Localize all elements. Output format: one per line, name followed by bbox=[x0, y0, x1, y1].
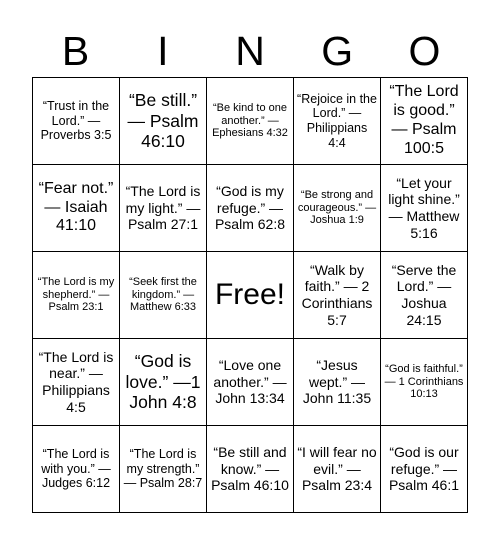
bingo-cell-r3c4[interactable] bbox=[294, 252, 381, 339]
cell-text: “God is our refuge.” — Psalm 46:1 bbox=[388, 444, 460, 494]
bingo-cell-r1c1[interactable] bbox=[33, 78, 120, 165]
bingo-cell-r5c1[interactable] bbox=[33, 426, 120, 513]
cell-text: “Rejoice in the Lord.” — Philippians 4:4 bbox=[297, 91, 377, 150]
cell-text: “Let your light shine.” — Matthew 5:16 bbox=[388, 174, 460, 241]
cell-text: “Trust in the Lord.” — Proverbs 3:5 bbox=[40, 98, 112, 143]
bingo-cell-r1c4[interactable] bbox=[294, 78, 381, 165]
bingo-cell-r3c2[interactable] bbox=[120, 252, 207, 339]
bingo-header bbox=[32, 25, 468, 77]
header-letter-g: G bbox=[321, 27, 354, 74]
header-letter-i: I bbox=[157, 27, 169, 74]
bingo-cell-r2c2[interactable] bbox=[120, 165, 207, 252]
bingo-cell-r5c2[interactable] bbox=[120, 426, 207, 513]
bingo-cell-r2c4[interactable] bbox=[294, 165, 381, 252]
cell-text: “Fear not.” — Isaiah 41:10 bbox=[38, 179, 114, 235]
cell-text: “The Lord is near.” — Philippians 4:5 bbox=[38, 348, 114, 415]
cell-text: “God is my refuge.” — Psalm 62:8 bbox=[214, 183, 286, 233]
cell-text: “Be still.” — Psalm 46:10 bbox=[127, 90, 199, 152]
cell-text: “God is faithful.” — 1 Corinthians 10:13 bbox=[384, 362, 464, 401]
cell-text: “Be still and know.” — Psalm 46:10 bbox=[211, 444, 289, 494]
cell-text: “Be kind to one another.” — Ephesians 4:32 bbox=[212, 101, 288, 140]
header-letter-b: B bbox=[61, 27, 90, 74]
bingo-cell-r4c1[interactable] bbox=[33, 339, 120, 426]
bingo-board bbox=[32, 77, 468, 513]
free-space-text: Free! bbox=[214, 278, 286, 312]
cell-text: “I will fear no evil.” — Psalm 23:4 bbox=[297, 444, 377, 494]
bingo-cell-r4c3[interactable] bbox=[207, 339, 294, 426]
cell-text: “Seek first the kingdom.” — Matthew 6:33 bbox=[129, 275, 197, 314]
cell-text: “Jesus wept.” — John 11:35 bbox=[302, 357, 372, 407]
bingo-cell-r5c4[interactable] bbox=[294, 426, 381, 513]
cell-text: “The Lord is my shepherd.” — Psalm 23:1 bbox=[37, 275, 115, 314]
header-letter-n: N bbox=[235, 27, 265, 74]
bingo-cell-r3c1[interactable] bbox=[33, 252, 120, 339]
bingo-cell-r4c2[interactable] bbox=[120, 339, 207, 426]
cell-text: “The Lord is with you.” — Judges 6:12 bbox=[41, 446, 111, 491]
bingo-cell-r1c3[interactable] bbox=[207, 78, 294, 165]
header-letter-o: O bbox=[408, 27, 441, 74]
cell-text: “The Lord is my light.” — Psalm 27:1 bbox=[125, 183, 201, 233]
bingo-cell-r3c5[interactable] bbox=[381, 252, 468, 339]
cell-text: “The Lord is my strength.” — Psalm 28:7 bbox=[123, 446, 203, 491]
bingo-cell-r4c4[interactable] bbox=[294, 339, 381, 426]
cell-text: “The Lord is good.” — Psalm 100:5 bbox=[389, 83, 459, 157]
bingo-cell-r2c5[interactable] bbox=[381, 165, 468, 252]
cell-text: “Be strong and courageous.” — Joshua 1:9 bbox=[297, 188, 377, 227]
bingo-cell-r5c3[interactable] bbox=[207, 426, 294, 513]
bingo-cell-r4c5[interactable] bbox=[381, 339, 468, 426]
bingo-cell-r1c2[interactable] bbox=[120, 78, 207, 165]
cell-text: “Love one another.” — John 13:34 bbox=[213, 357, 287, 407]
cell-text: “Serve the Lord.” — Joshua 24:15 bbox=[391, 261, 457, 328]
bingo-cell-free[interactable] bbox=[207, 252, 294, 339]
cell-text: “Walk by faith.” — 2 Corinthians 5:7 bbox=[301, 261, 373, 328]
bingo-cell-r2c3[interactable] bbox=[207, 165, 294, 252]
bingo-cell-r1c5[interactable] bbox=[381, 78, 468, 165]
cell-text: “God is love.” —1 John 4:8 bbox=[125, 351, 201, 413]
bingo-cell-r5c5[interactable] bbox=[381, 426, 468, 513]
bingo-cell-r2c1[interactable] bbox=[33, 165, 120, 252]
